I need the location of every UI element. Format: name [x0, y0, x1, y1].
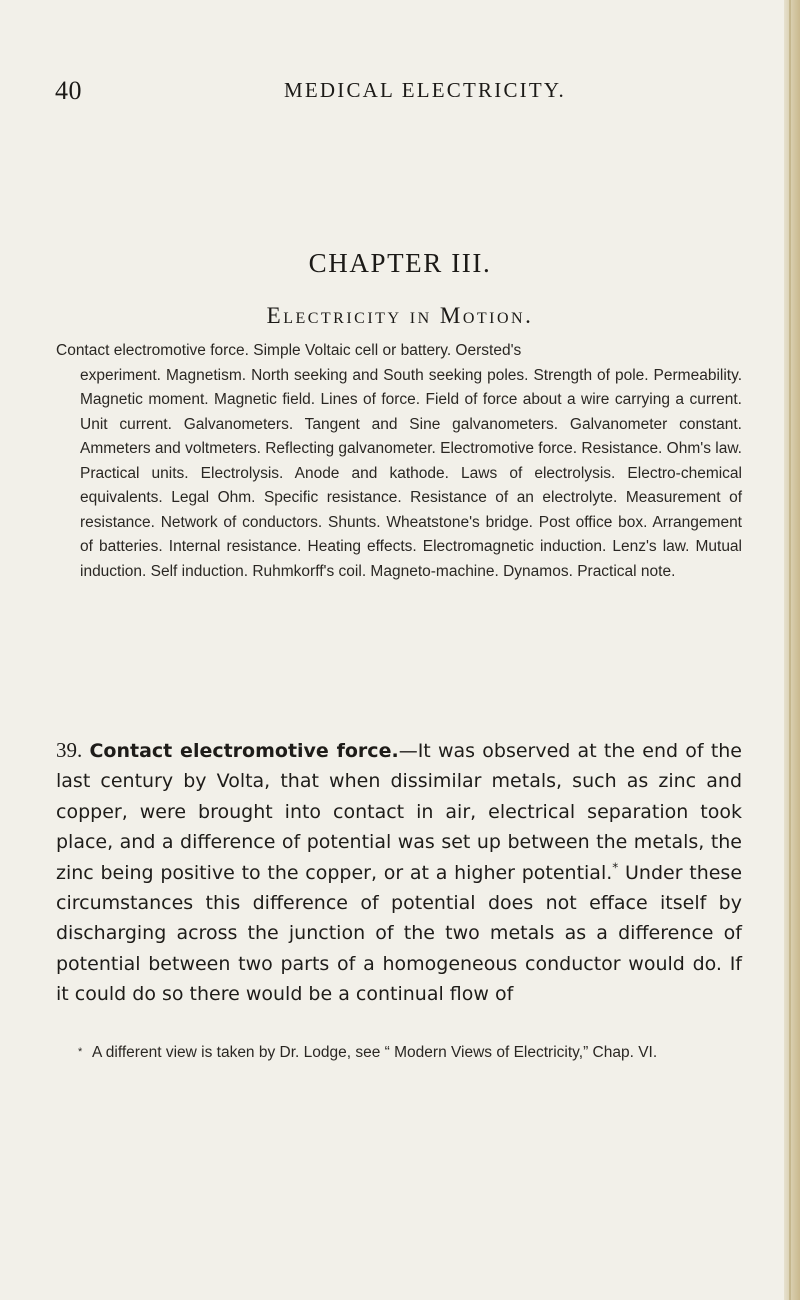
synopsis-continuation: experiment. Magnetism. North seeking and South seeking poles. Strength of pole. Permeability. Magnetic moment. Magnetic field. Lines of force. Field of force about a wire carrying a current. Unit current. Galvanometers. Tangent and Sine galvanometers. Galvanometer constant. Ammeters and voltmeters. Reflecting galvanometer. Electromotive force. Resistance. Ohm's law. Practical units. Electrolysis. Anode and kathode. Laws of electrolysis. Electro-chemical equivalents. Legal Ohm. Specific resistance. Resistance of an electrolyte. Measurement of resistance. Network of conductors. Shunts. Wheatstone's bridge. Post office box. Arrangement of batteries. Internal resistance. Heating effects. Electromagnetic induction. Lenz's law. Mutual induction. Self induction. Ruhmkorff's coil. Magneto-machine. Dynamos. Practical note. — [80, 366, 742, 580]
footnote-text: A different view is taken by Dr. Lodge, see “ Modern Views of Electricity,” Chap. VI. — [92, 1044, 658, 1061]
chapter-synopsis — [56, 339, 742, 584]
synopsis-first-line: Contact electromotive force. Simple Voltaic cell or battery. Oersted's — [56, 342, 522, 359]
paragraph-text-part-2: Under these circumstances this difference of potential does not efface itself by discharging across the junction of the two metals as a difference of potential between two parts of a homogeneous conductor would do. If it could do so there would be a continual flow of — [56, 861, 743, 1006]
page-number: 40 — [55, 76, 82, 105]
paragraph-text-part-1: —It was observed at the end of the last century by Volta, that when dissimilar metals, such as zinc and copper, were brought into contact in air, electrical separation took place, and a difference of potential was set up between the metals, the zinc being positive to the copper, or at a higher potential. — [56, 740, 742, 884]
running-header — [0, 76, 800, 106]
running-title: MEDICAL ELECTRICITY. — [284, 78, 566, 102]
page-edge-line — [789, 0, 791, 1300]
footnote-reference: * — [612, 860, 619, 875]
page-edge-shadow — [784, 0, 800, 1300]
section-heading: Contact electromotive force. — [89, 740, 399, 762]
chapter-title: CHAPTER III. — [308, 248, 492, 278]
chapter-subtitle: Electricity in Motion. — [266, 303, 534, 328]
footnote — [56, 1040, 746, 1065]
section-number: 39. — [56, 738, 83, 762]
section-39-paragraph — [56, 735, 742, 1010]
footnote-marker: * — [78, 1046, 83, 1059]
